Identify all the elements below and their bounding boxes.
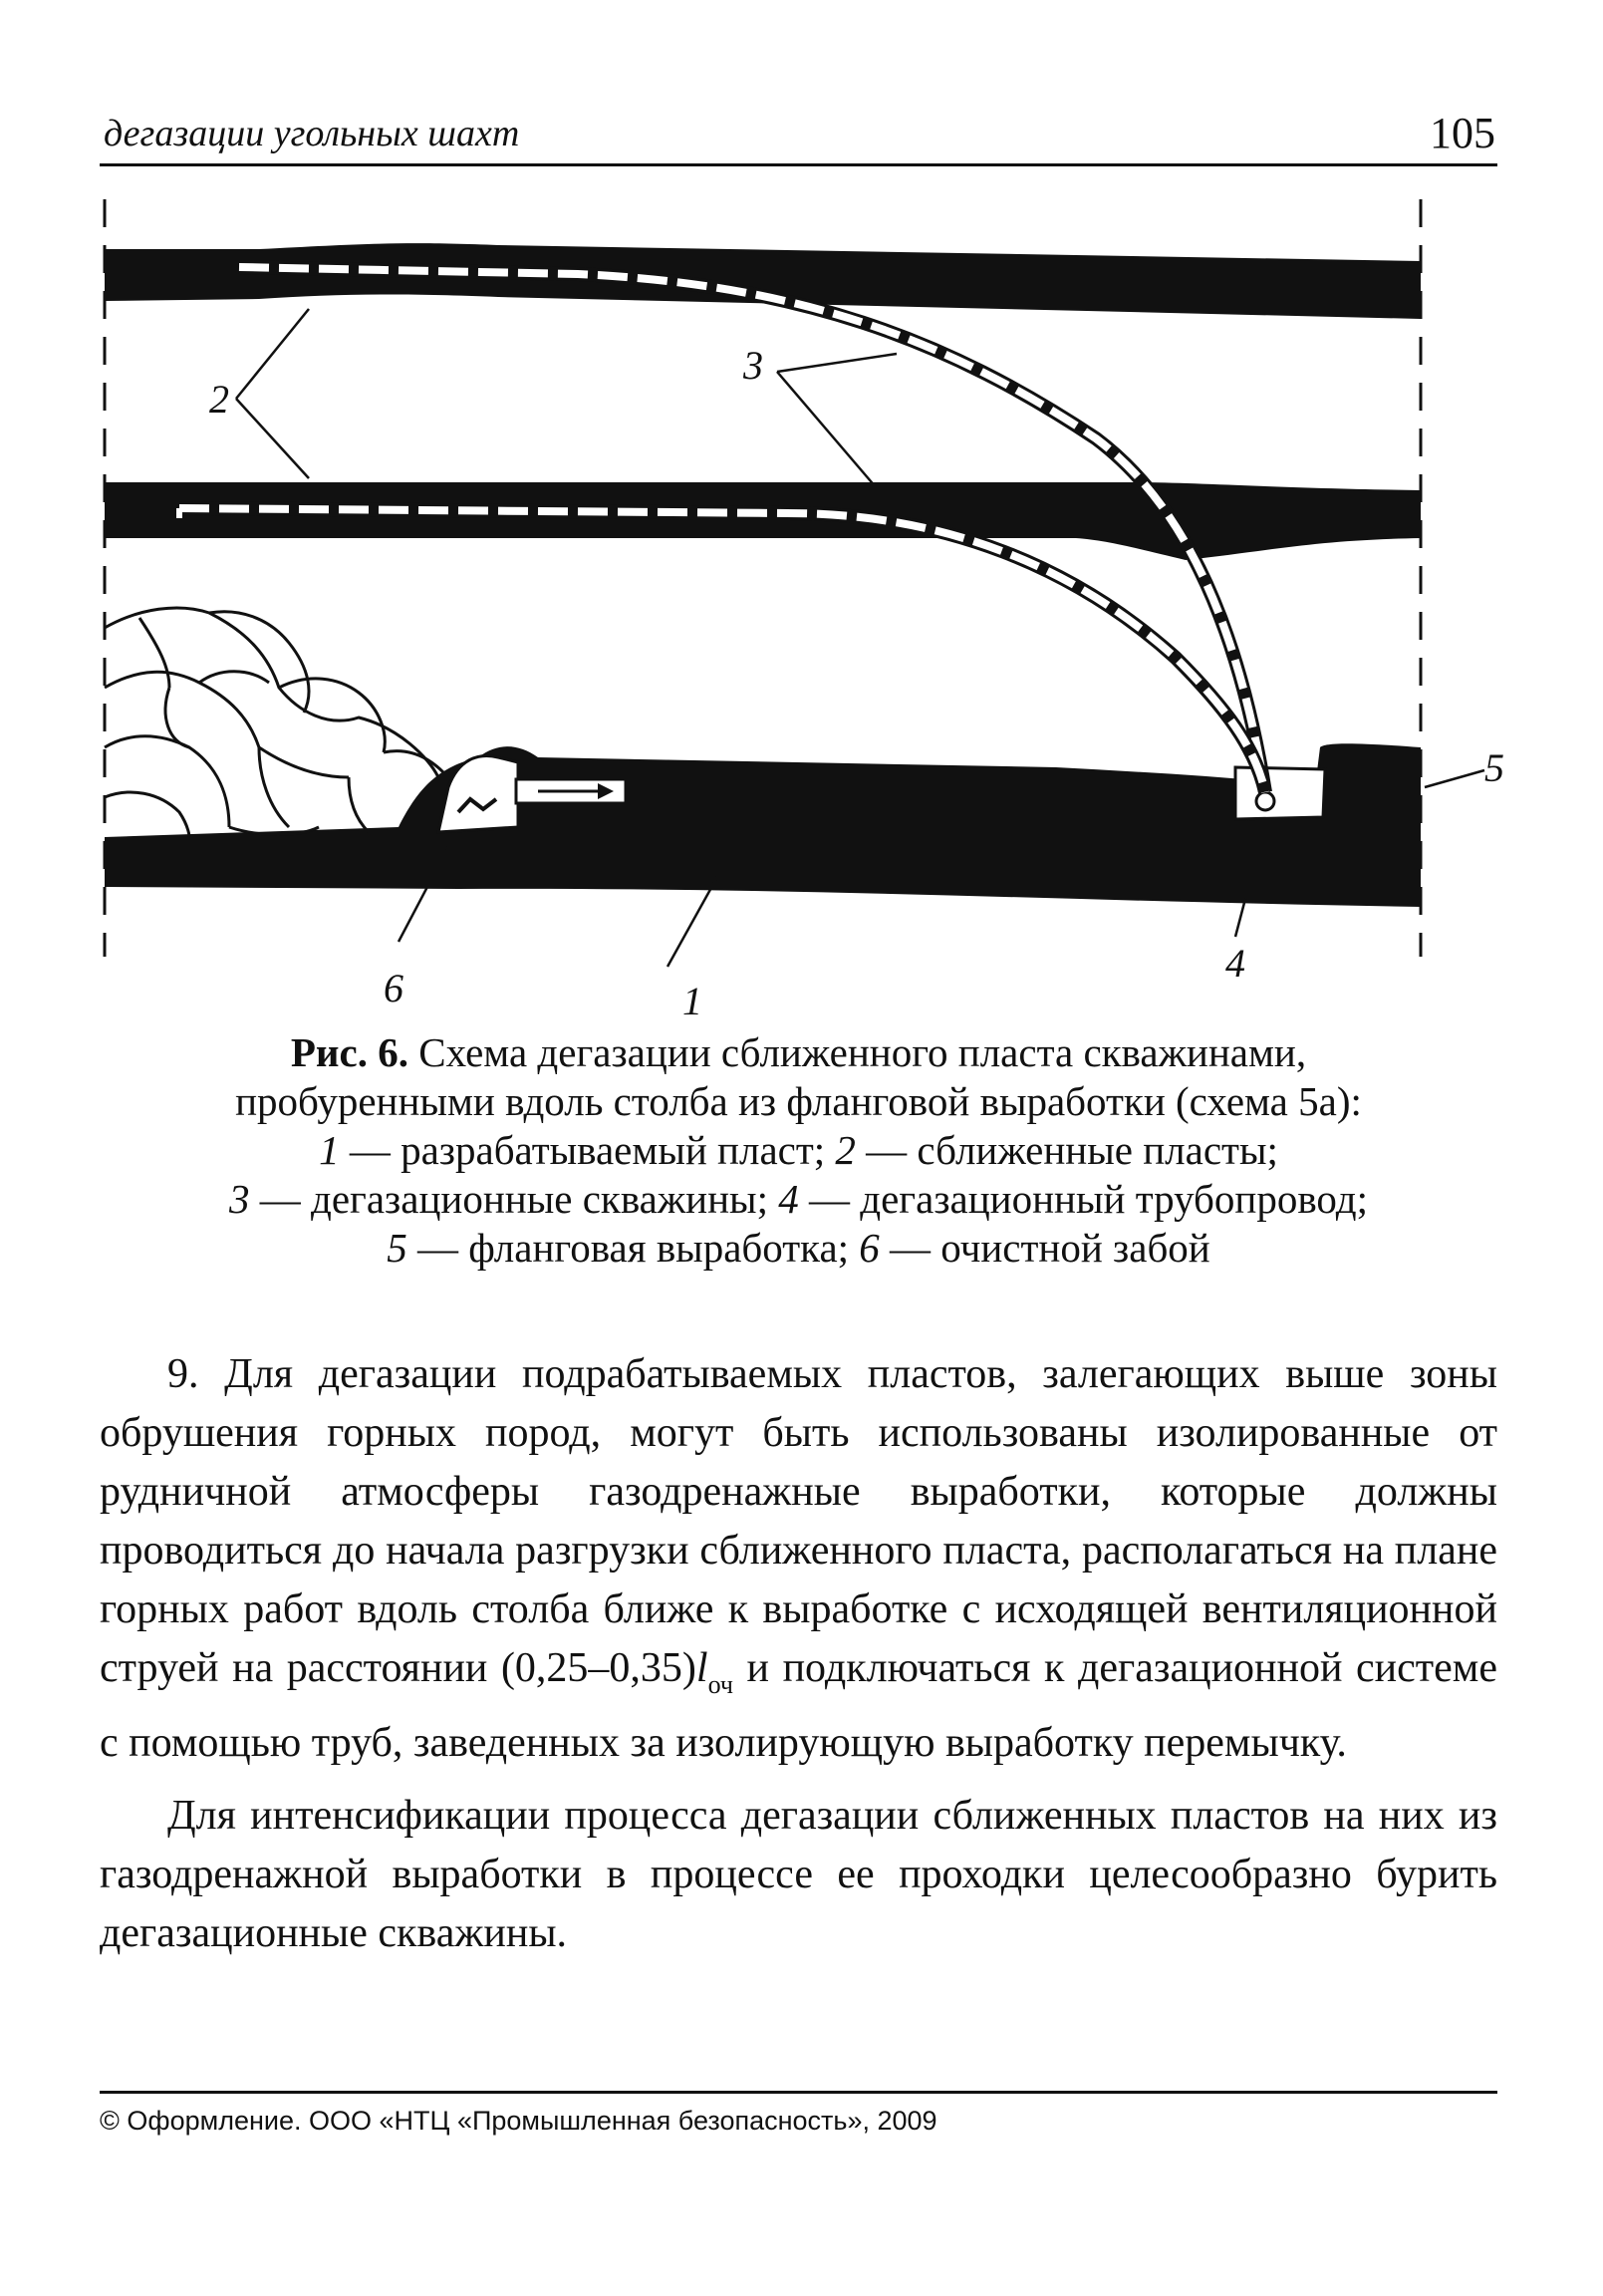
- legend-text-1: — разрабатываемый пласт;: [339, 1127, 836, 1173]
- caption-title: Схема дегазации сближенного пласта скважинами,: [408, 1029, 1307, 1075]
- caption-line-1: [100, 1028, 1497, 1077]
- page-number: 105: [1430, 109, 1495, 157]
- label-5: 5: [1484, 745, 1504, 790]
- legend-number-6: 6: [859, 1225, 880, 1271]
- legend-number-3: 3: [228, 1176, 250, 1222]
- legend-text-6: — очистной забой: [879, 1225, 1210, 1271]
- body-text: [100, 1345, 1497, 1963]
- formula-subscript: оч: [707, 1670, 733, 1699]
- middle-seam: [105, 482, 1421, 560]
- paragraph-9: [100, 1345, 1497, 1773]
- caption-line-4: [100, 1175, 1497, 1224]
- legend-number-1: 1: [319, 1127, 340, 1173]
- legend-text-4: — дегазационный трубопровод;: [798, 1176, 1369, 1222]
- flank-working: [1235, 767, 1325, 819]
- page-footer: [100, 2091, 1497, 2137]
- copyright-notice: © Оформление. ООО «НТЦ «Промышленная безопасность», 2009: [100, 2106, 937, 2136]
- paragraph-9-part-b: и подключаться к дегазационной системе с помощью труб, заведенных за изолирующую выработку перемычку.: [100, 1645, 1497, 1766]
- legend-number-5: 5: [387, 1225, 407, 1271]
- legend-number-2: 2: [835, 1127, 856, 1173]
- legend-number-4: 4: [778, 1176, 799, 1222]
- figure-6-diagram: [100, 189, 1504, 1046]
- label-2: 2: [209, 377, 229, 422]
- caved-zone: [105, 608, 443, 837]
- legend-text-3: — дегазационные скважины;: [249, 1176, 779, 1222]
- figure-caption: [100, 1028, 1497, 1273]
- caption-figure-number: Рис. 6.: [290, 1029, 408, 1075]
- label-3: 3: [743, 343, 763, 388]
- caption-line-3: [100, 1126, 1497, 1175]
- upper-seam: [105, 243, 1421, 319]
- legend-text-2: — сближенные пласты;: [855, 1127, 1278, 1173]
- formula-l: l: [695, 1645, 708, 1691]
- paragraph-9-part-a: 9. Для дегазации подрабатываемых пластов, залегающих выше зоны обрушения горных пород, могут быть использованы изолированные от рудничной атмосферы газодренажные выработки, которые должны проводиться до начала разгрузки сближенного пласта, располагаться на плане горных работ вдоль столба ближе к выработке с исходящей вентиляционной струей на расстоянии (0,25–0,35): [100, 1351, 1497, 1691]
- label-1: 1: [682, 979, 702, 1023]
- legend-text-5: — фланговая выработка;: [406, 1225, 860, 1271]
- label-6: 6: [384, 966, 403, 1010]
- running-title: дегазации угольных шахт: [104, 113, 520, 154]
- caption-line-2: пробуренными вдоль столба из фланговой выработки (схема 5а):: [235, 1078, 1362, 1124]
- label-4: 4: [1225, 941, 1245, 986]
- paragraph-intensification: Для интенсификации процесса дегазации сближенных пластов на них из газодренажной выработки в процессе ее проходки целесообразно бурить дегазационные скважины.: [100, 1793, 1497, 1956]
- page-header: [100, 108, 1497, 166]
- caption-line-5: [100, 1224, 1497, 1273]
